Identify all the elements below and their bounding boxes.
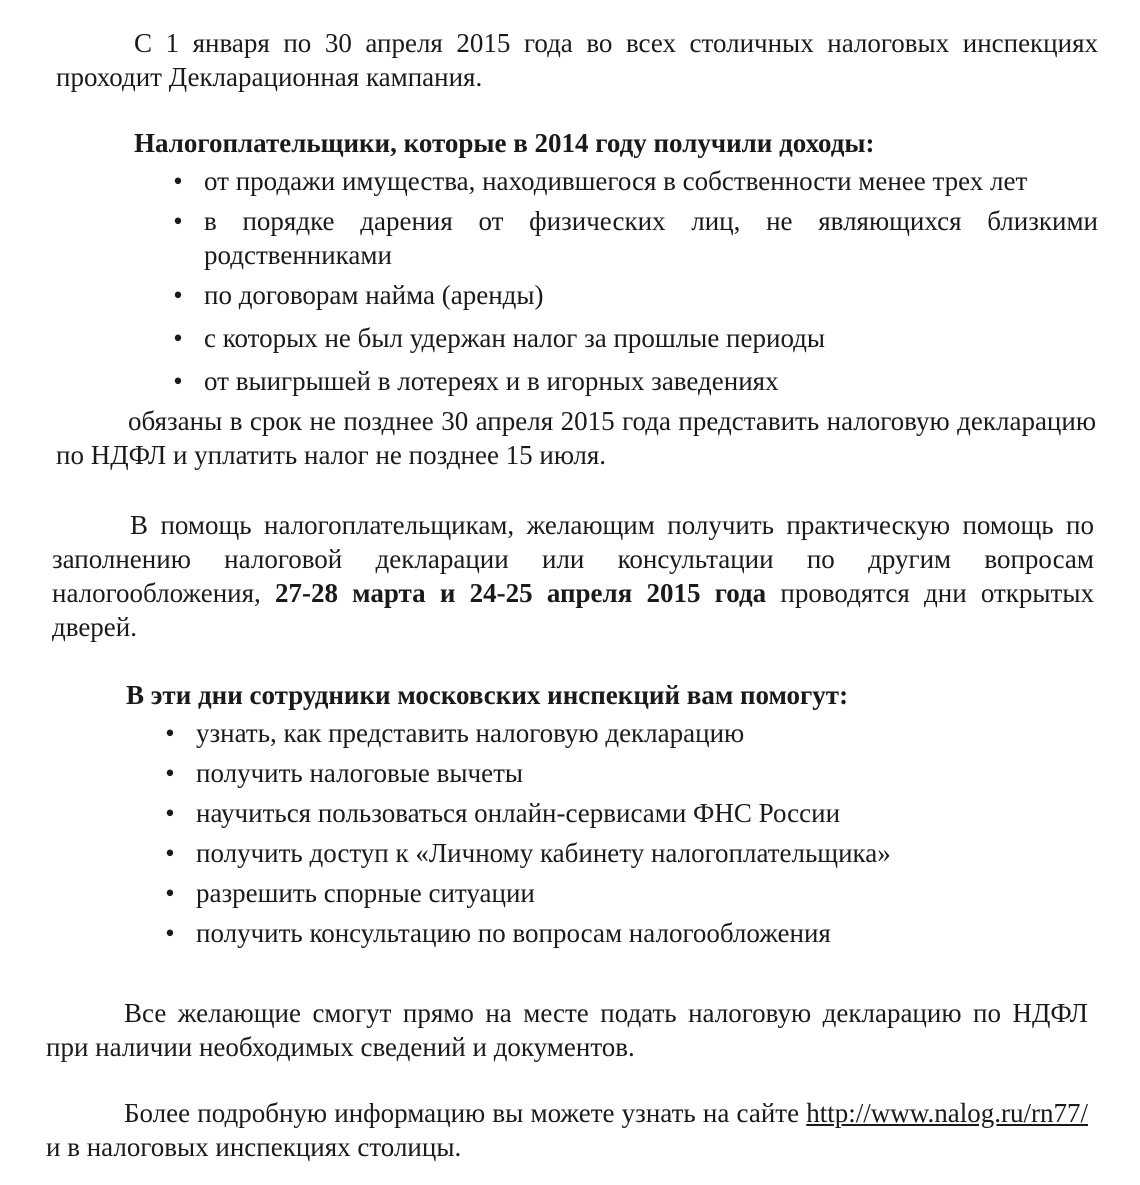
list-item	[168, 278, 1098, 312]
taxpayers-heading: Налогоплательщики, которые в 2014 году получили доходы:	[134, 128, 875, 158]
bullet-icon: •	[165, 758, 175, 788]
list-item-text: научиться пользоваться онлайн-сервисами ФНС России	[196, 798, 841, 828]
list-item	[160, 796, 1090, 830]
list-item-text: от продажи имущества, находившегося в собственности менее трех лет	[204, 166, 1028, 196]
more-info-text: Более подробную информацию вы можете узнать на сайте	[124, 1098, 807, 1128]
intro-paragraph: С 1 января по 30 апреля 2015 года во всех столичных налоговых инспекциях проходит Декларационная кампания.	[56, 28, 1098, 92]
open-days-dates: 27-28 марта и 24-25 апреля 2015 года	[274, 578, 767, 608]
list-item	[168, 321, 1098, 355]
open-days-paragraph	[52, 508, 1094, 644]
obligation-paragraph: обязаны в срок не позднее 30 апреля 2015 года представить налоговую декларацию по НДФЛ и уплатить налог не позднее 15 июля.	[56, 406, 1096, 470]
list-item	[160, 916, 1090, 950]
taxpayers-income-list	[168, 164, 1098, 398]
bullet-icon: •	[165, 878, 175, 908]
open-days-text-end: проводятся дни открытых дверей.	[52, 578, 1095, 642]
bullet-icon: •	[173, 280, 183, 310]
list-item	[168, 164, 1098, 198]
help-list	[160, 716, 1090, 950]
list-item-text: разрешить спорные ситуации	[196, 878, 535, 908]
help-heading: В эти дни сотрудники московских инспекций вам помогут:	[126, 680, 849, 710]
list-item	[160, 876, 1090, 910]
list-item-text: от выигрышей в лотереях и в игорных заведениях	[204, 366, 779, 396]
list-item-text: получить налоговые вычеты	[196, 758, 524, 788]
list-item	[168, 204, 1098, 272]
nalog-website-link[interactable]: http://www.nalog.ru/rn77/	[806, 1098, 1088, 1128]
bullet-icon: •	[165, 718, 175, 748]
bullet-icon: •	[173, 206, 183, 236]
bullet-icon: •	[165, 798, 175, 828]
bullet-icon: •	[165, 838, 175, 868]
open-days-text: В помощь налогоплательщикам, желающим получить практическую помощь по заполнению налоговой декларации или консультации по другим вопросам налогообложения,	[52, 510, 1094, 608]
list-item-text: в порядке дарения от физических лиц, не являющихся близкими родственниками	[204, 206, 1098, 270]
list-item-text: по договорам найма (аренды)	[204, 280, 544, 310]
onsite-paragraph: Все желающие смогут прямо на месте подать налоговую декларацию по НДФЛ при наличии необходимых сведений и документов.	[46, 998, 1088, 1062]
list-item-text: с которых не был удержан налог за прошлые периоды	[204, 323, 826, 353]
more-info-text-end: и в налоговых инспекциях столицы.	[46, 1132, 462, 1162]
list-item-text: получить консультацию по вопросам налогообложения	[196, 918, 831, 948]
bullet-icon: •	[173, 366, 183, 396]
list-item	[160, 756, 1090, 790]
bullet-icon: •	[173, 323, 183, 353]
list-item	[168, 364, 1098, 398]
list-item	[160, 716, 1090, 750]
more-info-paragraph	[46, 1096, 1088, 1164]
bullet-icon: •	[173, 166, 183, 196]
list-item-text: узнать, как представить налоговую декларацию	[196, 718, 745, 748]
bullet-icon: •	[165, 918, 175, 948]
list-item-text: получить доступ к «Личному кабинету налогоплательщика»	[196, 838, 891, 868]
list-item	[160, 836, 1090, 870]
